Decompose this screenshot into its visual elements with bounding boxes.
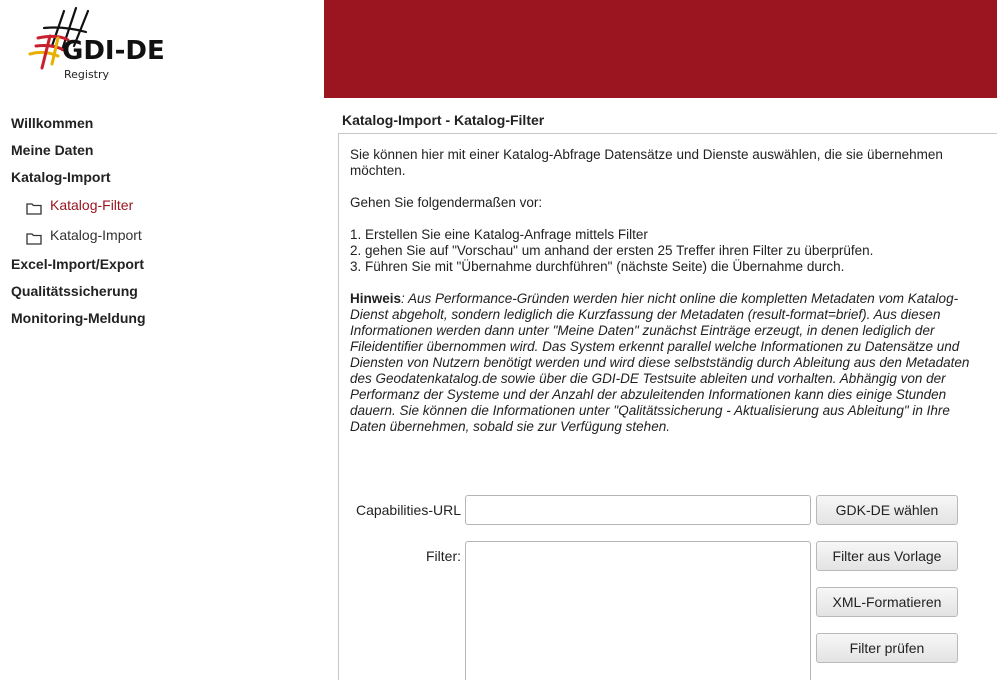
sidebar-item-katalog-import[interactable]: Katalog-Import [11, 169, 111, 185]
logo-title: GDI-DE [62, 36, 165, 66]
step-item: 3. Führen Sie mit "Übernahme durchführen" (nächste Seite) die Übernahme durch. [350, 259, 845, 274]
step-item: 1. Erstellen Sie eine Katalog-Anfrage mittels Filter [350, 227, 648, 242]
capabilities-url-input[interactable] [465, 495, 811, 525]
sidebar-subitem-label: Katalog-Import [50, 227, 142, 243]
content-panel [338, 133, 997, 680]
sidebar-subitem-label: Katalog-Filter [50, 197, 134, 213]
folder-icon [26, 232, 42, 245]
sidebar-item-qualitaetssicherung[interactable]: Qualitätssicherung [11, 283, 138, 299]
steps-heading: Gehen Sie folgendermaßen vor: [350, 195, 543, 210]
sidebar-item-excel-import-export[interactable]: Excel-Import/Export [11, 256, 145, 272]
instructions [350, 147, 975, 451]
header-banner [324, 0, 997, 98]
filter-label: Filter: [426, 548, 461, 564]
sidebar-subitem-katalog-import[interactable] [0, 223, 324, 253]
folder-icon [26, 202, 42, 215]
steps-list [350, 227, 975, 275]
gdk-de-waehlen-button[interactable]: GDK-DE wählen [816, 495, 958, 525]
hint-text: : Aus Performance-Gründen werden hier nicht online die kompletten Metadaten vom Katalog-Dienst abgeholt, sondern lediglich die Kurzfassung der Metadaten (result-format=brief). Aus diesen Informationen werden dann unter "Meine Daten" zunächst Einträge erzeugt, in denen lediglich der Fileidentifier übernommen wird. Das System erkennt parallel welche Informationen zu Datensätze und Diensten von Nutzern benötigt werden und wird diese selbstständig durch Ableitung aus den Metadaten des Geodatenkatalog.de sowie über die GDI-DE Testsuite ableiten und vorhalten. Abhängig von der Performanz der Systeme und der Anzahl der abzuleitenden Informationen kann dies einige Stunden dauern. Sie können die Informationen unter "Qalitätssicherung - Aktualisierung aus Ableitung" in Ihre Daten übernehmen, sobald sie zur Verfügung stehen. [350, 291, 970, 434]
sidebar-item-meine-daten[interactable]: Meine Daten [11, 142, 94, 158]
xml-formatieren-button[interactable]: XML-Formatieren [816, 587, 958, 617]
sidebar-item-monitoring-meldung[interactable]: Monitoring-Meldung [11, 310, 146, 326]
gdi-de-logo[interactable] [24, 6, 184, 86]
sidebar-nav [0, 112, 324, 334]
sidebar-subitem-katalog-filter[interactable] [0, 193, 324, 223]
page-title: Katalog-Import - Katalog-Filter [342, 112, 545, 128]
step-item: 2. gehen Sie auf "Vorschau" um anhand der ersten 25 Treffer ihren Filter zu überprüfen. [350, 243, 874, 258]
intro-text: Sie können hier mit einer Katalog-Abfrage Datensätze und Dienste auswählen, die sie übernehmen möchten. [350, 147, 943, 178]
hint-paragraph [350, 291, 975, 435]
filter-aus-vorlage-button[interactable]: Filter aus Vorlage [816, 541, 958, 571]
filter-pruefen-button[interactable]: Filter prüfen [816, 633, 958, 663]
hint-label: Hinweis [350, 291, 402, 306]
logo-subtitle: Registry [64, 68, 110, 81]
sidebar-item-willkommen[interactable]: Willkommen [11, 115, 94, 131]
filter-textarea[interactable] [465, 541, 811, 680]
capabilities-url-label: Capabilities-URL [355, 502, 461, 518]
